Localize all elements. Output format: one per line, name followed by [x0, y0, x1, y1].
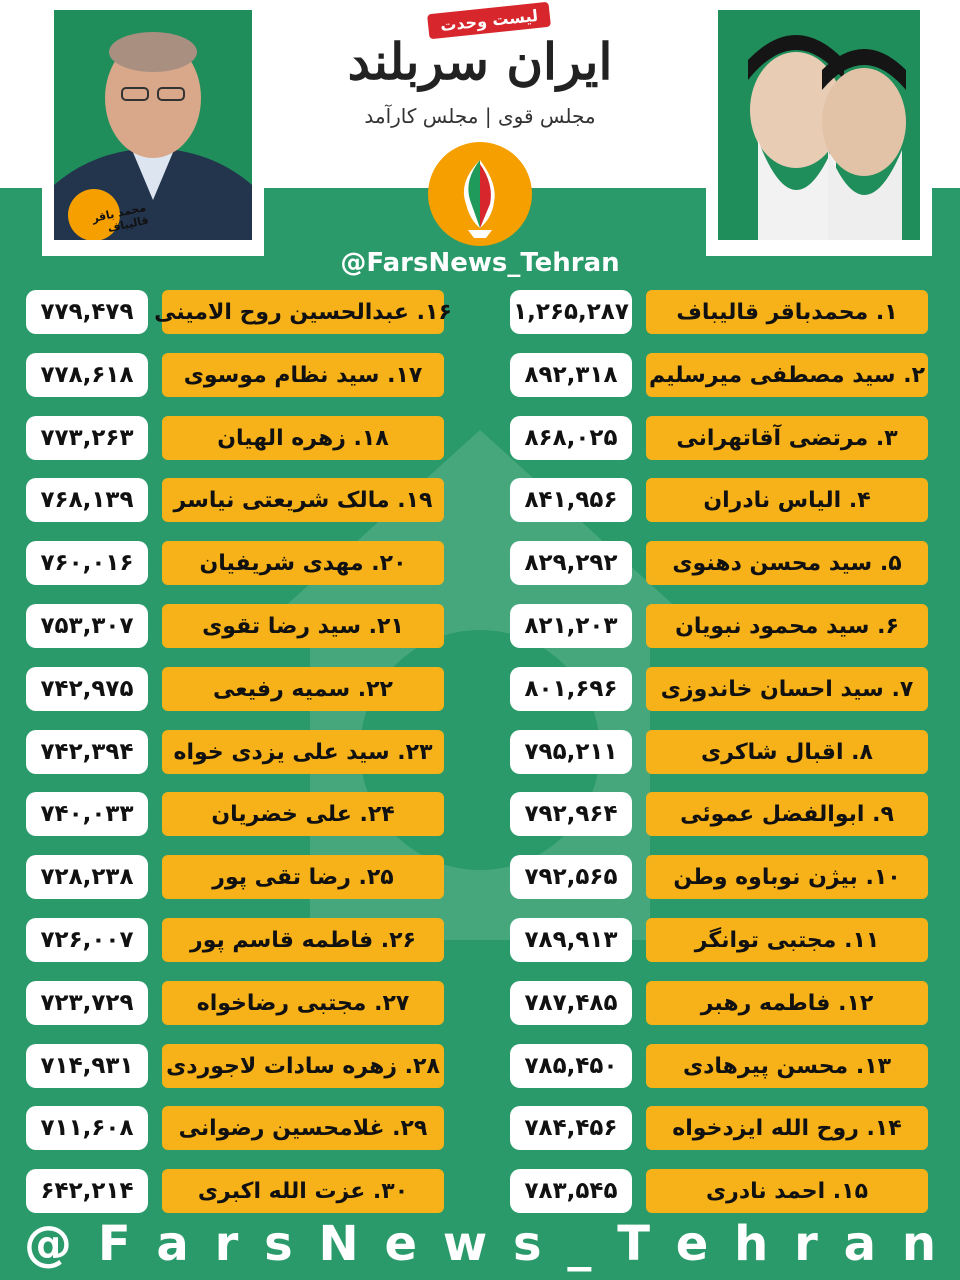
candidate-photo: [42, 0, 264, 256]
candidate-name: ۹. ابوالفضل عموئی: [646, 792, 928, 836]
slogan-block: [300, 5, 660, 128]
candidate-name: ۱۸. زهره الهیان: [162, 416, 444, 460]
vote-count: ۸۰۱,۶۹۶: [510, 667, 632, 711]
footer-handle-char: s: [513, 1216, 542, 1272]
candidate-name: ۱۴. روح الله ایزدخواه: [646, 1106, 928, 1150]
footer-handle-char: s: [264, 1216, 293, 1272]
candidate-name: ۱۰. بیژن نوباوه وطن: [646, 855, 928, 899]
vote-count: ۷۹۵,۲۱۱: [510, 730, 632, 774]
vote-count: ۷۸۵,۴۵۰: [510, 1044, 632, 1088]
candidate-row: [510, 353, 928, 397]
footer-handle-char: a: [156, 1216, 189, 1272]
flame-logo-icon: [428, 142, 532, 246]
candidate-row: [510, 478, 928, 522]
vote-count: ۷۹۲,۵۶۵: [510, 855, 632, 899]
slogan-title: ایران سربلند: [347, 32, 613, 91]
footer-handle-char: w: [442, 1216, 488, 1272]
candidate-name: ۱۱. مجتبی توانگر: [646, 918, 928, 962]
vote-count: ۷۲۶,۰۰۷: [26, 918, 148, 962]
candidate-row: [510, 416, 928, 460]
candidate-name: ۲۶. فاطمه قاسم پور: [162, 918, 444, 962]
vote-count: ۶۴۲,۲۱۴: [26, 1169, 148, 1213]
unity-list-badge: لیست وحدت: [427, 2, 551, 40]
candidate-row: [26, 604, 444, 648]
footer-handle-char: _: [567, 1216, 592, 1272]
candidate-name: ۲۲. سمیه رفیعی: [162, 667, 444, 711]
candidate-name: ۴. الیاس نادران: [646, 478, 928, 522]
top-handle: @FarsNews_Tehran: [340, 248, 620, 278]
candidate-name: ۲۱. سید رضا تقوی: [162, 604, 444, 648]
candidate-row: [510, 604, 928, 648]
footer-handle-char: a: [843, 1216, 877, 1272]
vote-count: ۷۹۲,۹۶۴: [510, 792, 632, 836]
candidate-row: [510, 1169, 928, 1213]
candidate-row: [26, 353, 444, 397]
candidate-name: ۱۹. مالک شریعتی نیاسر: [162, 478, 444, 522]
slogan-subtitle: مجلس قوی | مجلس کارآمد: [364, 104, 596, 128]
vote-count: ۸۹۲,۳۱۸: [510, 353, 632, 397]
leaders-photo: [706, 0, 932, 256]
candidate-name: ۳۰. عزت الله اکبری: [162, 1169, 444, 1213]
candidate-name: ۱۲. فاطمه رهبر: [646, 981, 928, 1025]
vote-count: ۷۶۸,۱۳۹: [26, 478, 148, 522]
candidate-row: [510, 981, 928, 1025]
footer-handle-char: e: [384, 1216, 418, 1272]
candidate-name: ۷. سید احسان خاندوزی: [646, 667, 928, 711]
candidate-name: ۱۳. محسن پیرهادی: [646, 1044, 928, 1088]
candidate-row: [510, 290, 928, 334]
vote-count: ۸۶۸,۰۲۵: [510, 416, 632, 460]
candidate-row: [26, 416, 444, 460]
footer-handle: [24, 1212, 936, 1276]
candidate-row: [26, 1169, 444, 1213]
vote-count: ۷۷۳,۲۶۳: [26, 416, 148, 460]
candidate-row: [26, 541, 444, 585]
candidate-name: ۵. سید محسن دهنوی: [646, 541, 928, 585]
candidate-row: [510, 792, 928, 836]
vote-count: ۷۱۱,۶۰۸: [26, 1106, 148, 1150]
footer-handle-char: e: [675, 1216, 709, 1272]
candidate-row: [510, 1044, 928, 1088]
candidate-row: [26, 1044, 444, 1088]
candidate-row: [510, 730, 928, 774]
vote-count: ۷۷۸,۶۱۸: [26, 353, 148, 397]
leaders-illustration: [718, 10, 920, 240]
candidate-name: ۳. مرتضی آقاتهرانی: [646, 416, 928, 460]
vote-count: ۸۴۱,۹۵۶: [510, 478, 632, 522]
footer-handle-char: n: [901, 1216, 936, 1272]
vote-count: ۷۸۳,۵۴۵: [510, 1169, 632, 1213]
vote-count: ۸۲۹,۲۹۲: [510, 541, 632, 585]
vote-count: ۷۴۰,۰۳۳: [26, 792, 148, 836]
candidate-name: ۲۷. مجتبی رضاخواه: [162, 981, 444, 1025]
footer-handle-char: r: [214, 1216, 239, 1272]
candidate-row: [26, 981, 444, 1025]
candidate-name: ۶. سید محمود نبویان: [646, 604, 928, 648]
candidate-row: [26, 290, 452, 334]
signature-text: محمد باقر قالیباف: [90, 200, 150, 235]
vote-count: ۷۲۳,۷۲۹: [26, 981, 148, 1025]
candidate-row: [26, 792, 444, 836]
footer-handle-char: @: [24, 1216, 72, 1272]
portrait-illustration: [54, 10, 252, 240]
footer-handle-char: T: [617, 1216, 650, 1272]
candidate-row: [26, 667, 444, 711]
candidate-name: ۱۵. احمد نادری: [646, 1169, 928, 1213]
candidate-name: ۲۴. علی خضریان: [162, 792, 444, 836]
candidate-row: [510, 541, 928, 585]
candidate-row: [26, 918, 444, 962]
candidate-name: ۱۶. عبدالحسین روح الامینی: [162, 290, 444, 334]
vote-count: ۷۸۷,۴۸۵: [510, 981, 632, 1025]
candidate-row: [26, 730, 444, 774]
candidate-name: ۲۹. غلامحسین رضوانی: [162, 1106, 444, 1150]
candidate-row: [26, 1106, 444, 1150]
candidate-row: [26, 855, 444, 899]
candidate-name: ۲۰. مهدی شریفیان: [162, 541, 444, 585]
vote-count: ۷۴۲,۹۷۵: [26, 667, 148, 711]
footer-handle-char: F: [97, 1216, 131, 1272]
candidate-row: [26, 478, 444, 522]
vote-count: ۱,۲۶۵,۲۸۷: [510, 290, 632, 334]
candidate-name: ۸. اقبال شاکری: [646, 730, 928, 774]
vote-count: ۷۵۳,۳۰۷: [26, 604, 148, 648]
vote-count: ۷۲۸,۲۳۸: [26, 855, 148, 899]
candidate-row: [510, 667, 928, 711]
candidate-row: [510, 1106, 928, 1150]
candidate-row: [510, 855, 928, 899]
vote-count: ۷۷۹,۴۷۹: [26, 290, 148, 334]
footer-handle-char: N: [318, 1216, 359, 1272]
vote-count: ۷۸۹,۹۱۳: [510, 918, 632, 962]
footer-handle-char: h: [734, 1216, 769, 1272]
candidate-name: ۲. سید مصطفی میرسلیم: [646, 353, 928, 397]
vote-count: ۷۶۰,۰۱۶: [26, 541, 148, 585]
candidate-name: ۱. محمدباقر قالیباف: [646, 290, 928, 334]
vote-count: ۷۴۲,۳۹۴: [26, 730, 148, 774]
candidate-row: [510, 918, 928, 962]
vote-count: ۷۸۴,۴۵۶: [510, 1106, 632, 1150]
footer-handle-char: r: [794, 1216, 818, 1272]
vote-count: ۸۲۱,۲۰۳: [510, 604, 632, 648]
candidate-name: ۱۷. سید نظام موسوی: [162, 353, 444, 397]
candidate-name: ۲۳. سید علی یزدی خواه: [162, 730, 444, 774]
candidate-name: ۲۸. زهره سادات لاجوردی: [162, 1044, 444, 1088]
vote-count: ۷۱۴,۹۳۱: [26, 1044, 148, 1088]
candidate-name: ۲۵. رضا تقی پور: [162, 855, 444, 899]
